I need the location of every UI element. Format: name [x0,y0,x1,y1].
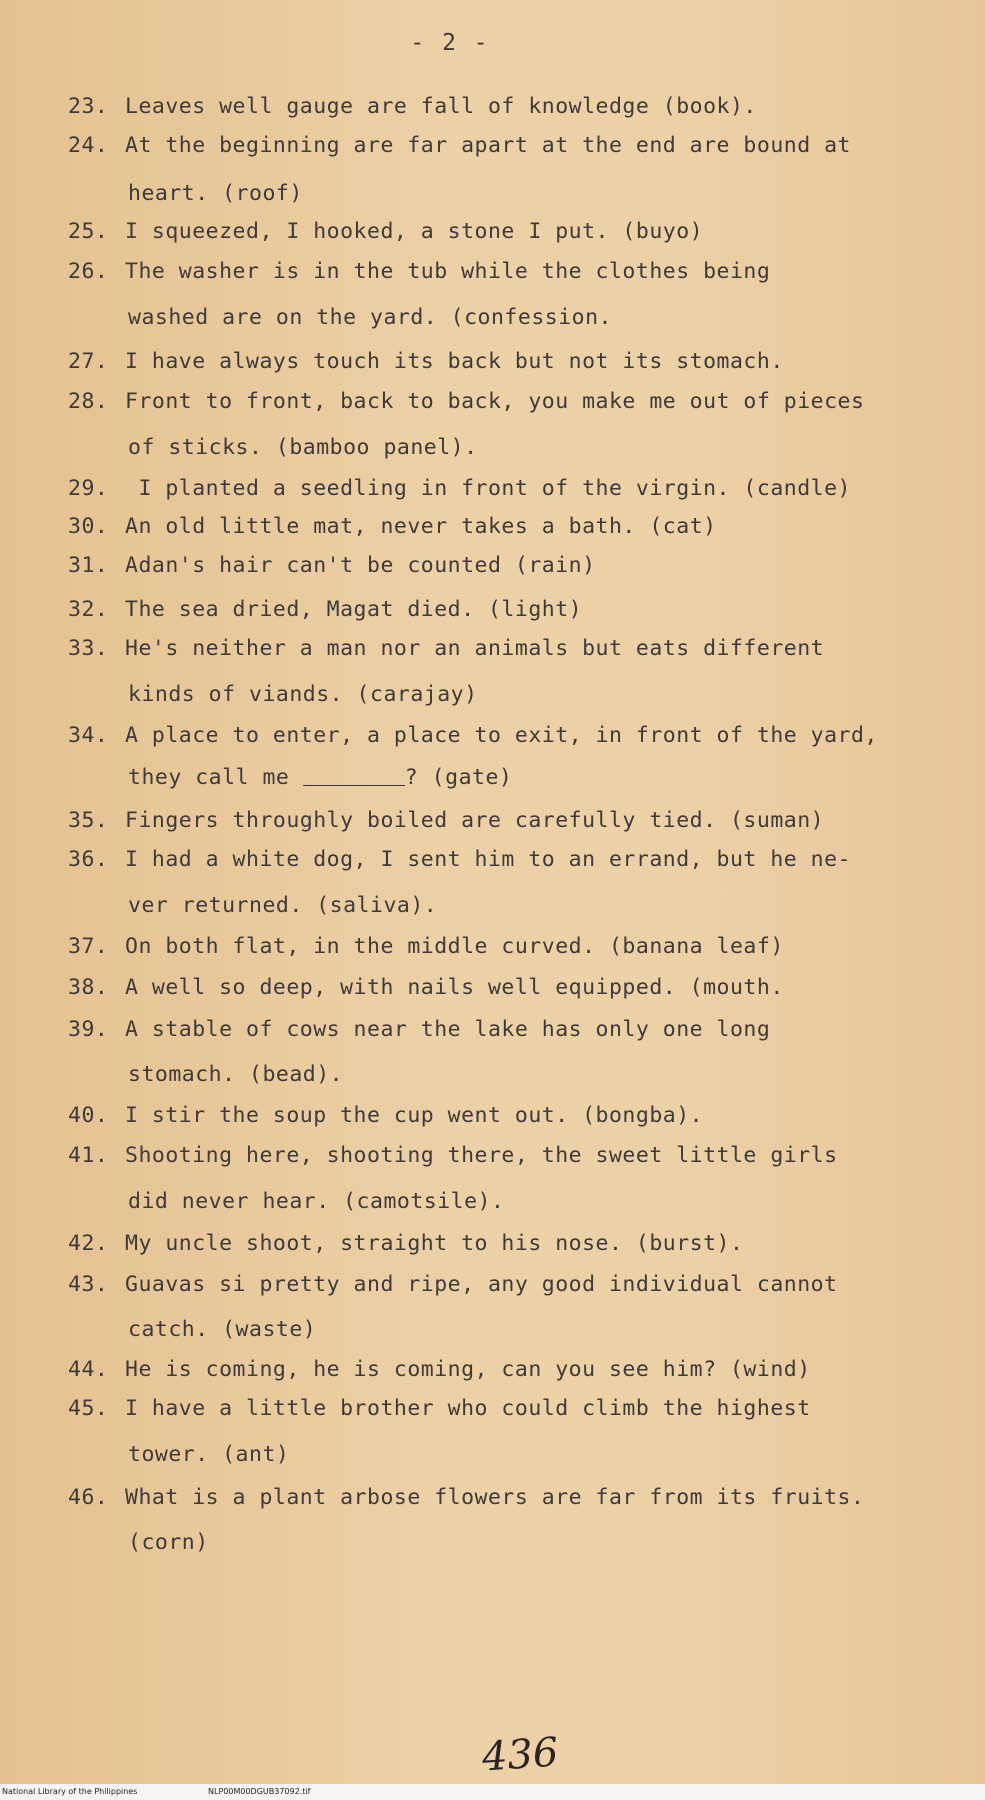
riddle-number: 29. [68,476,109,501]
riddle-line [68,349,784,374]
riddle-line [68,1103,703,1128]
riddle-line [68,723,878,748]
riddle-continuation [128,1317,316,1342]
riddle-text: A place to enter, a place to exit, in front of the yard, [125,723,878,748]
riddle-text: Fingers throughly boiled are carefully tied. (suman) [125,808,825,833]
riddle-line [68,847,851,872]
riddle-continuation [128,1062,343,1087]
riddle-continuation [128,305,612,330]
riddle-number: 27. [68,349,109,374]
riddle-line [68,389,864,414]
riddle-line [68,636,824,661]
riddle-text: (corn) [128,1530,209,1555]
riddle-line [68,514,717,539]
riddle-number: 38. [68,975,109,1000]
riddle-number: 24. [68,133,109,158]
riddle-text: of sticks. (bamboo panel). [128,435,478,460]
riddle-line [68,1017,770,1042]
riddle-line [68,1396,811,1421]
riddle-line [68,975,784,1000]
riddle-line [68,934,784,959]
riddle-text: At the beginning are far apart at the end are bound at [125,133,851,158]
riddle-text: I have a little brother who could climb the highest [125,1396,811,1421]
riddle-number: 33. [68,636,109,661]
riddle-line [68,1272,838,1297]
riddle-continuation [128,682,478,707]
riddle-line [68,1357,811,1382]
riddle-number: 45. [68,1396,109,1421]
riddle-number: 44. [68,1357,109,1382]
riddle-number: 43. [68,1272,109,1297]
riddle-text: ver returned. (saliva). [128,893,438,918]
handwritten-page-number: 436 [480,1729,560,1781]
footer-filename: NLP00M00DGUB37092.tif [208,1787,311,1796]
scan-footer [0,1784,985,1800]
riddle-line [68,476,851,501]
riddle-continuation [128,765,512,790]
riddle-continuation [128,893,437,918]
riddle-continuation [128,435,478,460]
riddle-text: I stir the soup the cup went out. (bongba). [125,1103,704,1128]
riddle-continuation [128,1530,209,1555]
riddle-number: 23. [68,94,109,119]
riddle-number: 30. [68,514,109,539]
riddle-number: 31. [68,553,109,578]
riddle-answer: ? (gate) [404,765,513,790]
riddle-text: What is a plant arbose flowers are far from its fruits. [125,1485,865,1510]
riddle-number: 35. [68,808,109,833]
riddle-text: I squeezed, I hooked, a stone I put. (buyo) [125,219,704,244]
riddle-number: 42. [68,1231,109,1256]
riddle-text: Front to front, back to back, you make me out of pieces [125,389,865,414]
riddle-line [68,94,757,119]
riddle-continuation [128,1189,504,1214]
riddle-number: 41. [68,1143,109,1168]
riddle-text: did never hear. (camotsile). [128,1189,505,1214]
riddle-number: 34. [68,723,109,748]
riddle-text: He's neither a man nor an animals but eats different [125,636,825,661]
riddle-line [68,1231,743,1256]
riddle-number: 36. [68,847,109,872]
riddle-number: 26. [68,259,109,284]
riddle-continuation [128,181,303,206]
riddle-number: 32. [68,597,109,622]
riddle-text: heart. (roof) [128,181,303,206]
riddle-text: tower. (ant) [128,1442,290,1467]
riddle-number: 37. [68,934,109,959]
riddle-line [68,597,582,622]
riddle-number: 46. [68,1485,109,1510]
fill-in-blank [303,785,405,786]
riddle-text: they call me [128,765,290,790]
riddle-text: Leaves well gauge are fall of knowledge (book). [125,94,757,119]
riddle-text: stomach. (bead). [128,1062,344,1087]
riddle-text: I have always touch its back but not its stomach. [125,349,784,374]
riddle-line [68,1485,864,1510]
riddle-text: On both flat, in the middle curved. (banana leaf) [125,934,784,959]
riddle-number: 40. [68,1103,109,1128]
riddle-text: Guavas si pretty and ripe, any good individual cannot [125,1272,838,1297]
riddle-text: I had a white dog, I sent him to an errand, but he ne- [125,847,851,872]
riddle-line [68,219,703,244]
riddle-line [68,808,824,833]
footer-library: National Library of the Philippines [2,1787,138,1796]
riddle-text: Adan's hair can't be counted (rain) [125,553,596,578]
riddle-text: Shooting here, shooting there, the sweet little girls [125,1143,838,1168]
riddle-text: kinds of viands. (carajay) [128,682,478,707]
riddle-continuation [128,1442,289,1467]
riddle-text: An old little mat, never takes a bath. (cat) [125,514,717,539]
riddle-text: He is coming, he is coming, can you see him? (wind) [125,1357,811,1382]
riddle-text: catch. (waste) [128,1317,317,1342]
riddle-text: washed are on the yard. (confession. [128,305,612,330]
riddle-line [68,553,596,578]
riddle-text: The sea dried, Magat died. (light) [125,597,583,622]
riddle-number: 28. [68,389,109,414]
riddle-text: The washer is in the tub while the clothes being [125,259,771,284]
riddle-line [68,133,851,158]
riddle-text: My uncle shoot, straight to his nose. (burst). [125,1231,744,1256]
riddle-number: 25. [68,219,109,244]
riddle-line [68,259,770,284]
riddle-text: I planted a seedling in front of the virgin. (candle) [125,476,851,501]
page-number: - 2 - [410,30,490,56]
riddle-text: A stable of cows near the lake has only one long [125,1017,771,1042]
riddle-text: A well so deep, with nails well equipped. (mouth. [125,975,784,1000]
riddle-line [68,1143,838,1168]
riddle-number: 39. [68,1017,109,1042]
